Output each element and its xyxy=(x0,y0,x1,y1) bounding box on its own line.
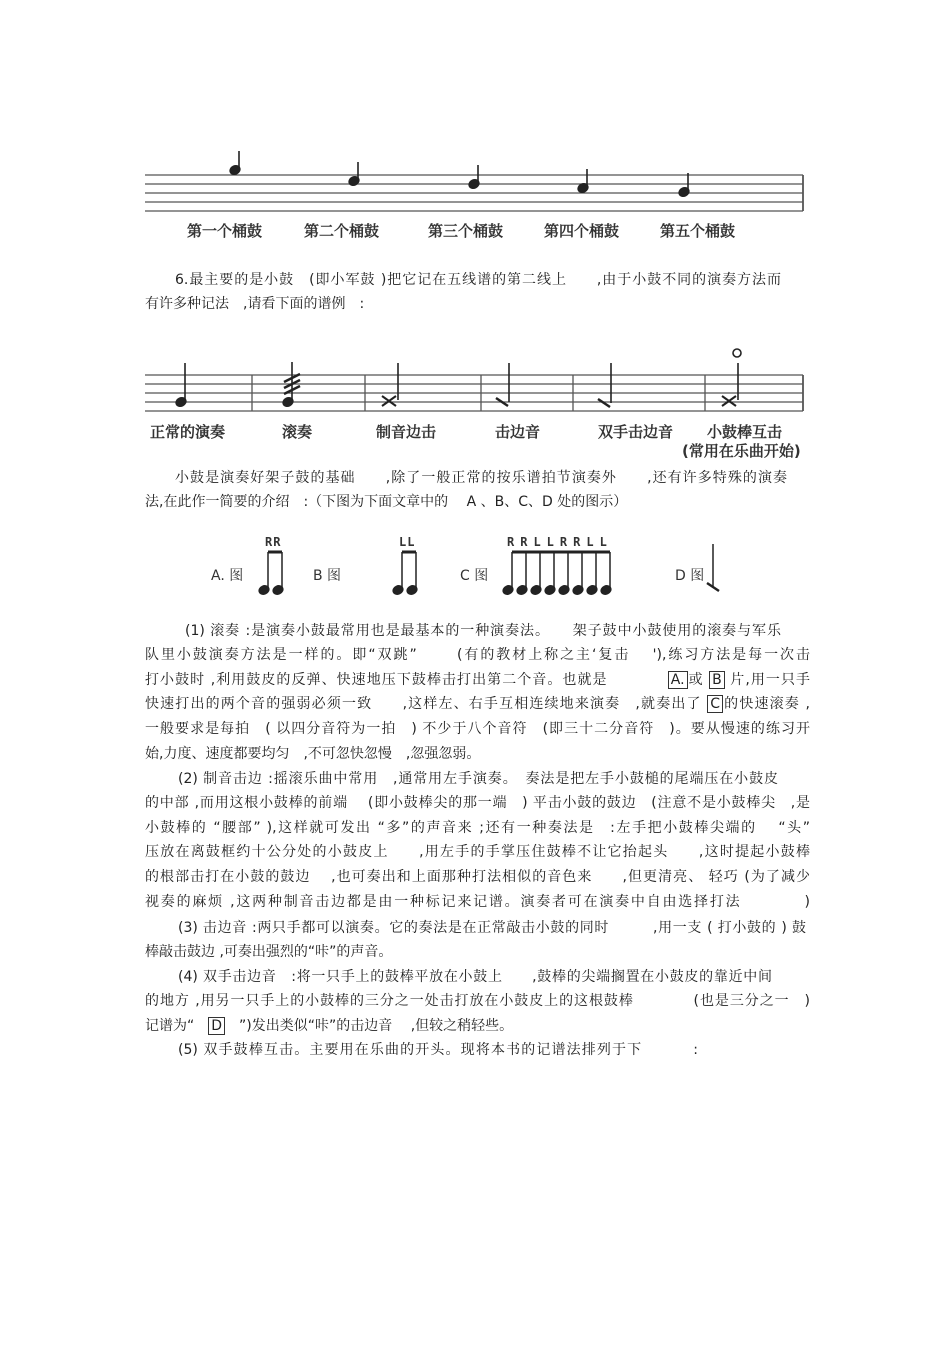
tom-label-4: 第四个桶鼓 xyxy=(544,222,620,240)
sticking-b: LL xyxy=(399,535,416,549)
section-1-body xyxy=(145,643,810,767)
technique-label-rim-click: 制音边击 xyxy=(376,423,437,441)
technique-label-normal: 正常的演奏 xyxy=(150,423,226,441)
boxed-marker-a: A. xyxy=(668,671,688,689)
tom-label-2: 第二个桶鼓 xyxy=(304,222,380,240)
text-line: 始,力度、速度都要均匀 ,不可忽快忽慢 ,忽强忽弱。 xyxy=(145,745,481,762)
text-line: 小鼓是演奏好架子鼓的基础 ,除了一般正常的按乐谱拍节演奏外 ,还有许多特殊的演奏 xyxy=(175,470,787,486)
section-2-body xyxy=(145,791,810,915)
text-line: 队里小鼓演奏方法是一样的。即“双跳” (有的教材上称之主‘复击 '),练习方法是每一次击 xyxy=(145,647,810,663)
sticking-a: RR xyxy=(265,535,282,549)
tom-label-5: 第五个桶鼓 xyxy=(660,222,736,240)
text-line: 压放在离鼓框约十公分处的小鼓皮上 ,用左手的手掌压住鼓棒不让它抬起头 ,这时提起小鼓棒 xyxy=(145,844,810,861)
section-4-body xyxy=(145,989,810,1038)
sticking-figure xyxy=(0,0,950,610)
tom-label-1: 第一个桶鼓 xyxy=(187,222,263,240)
section-1-line1 xyxy=(185,619,781,644)
technique-label-stick-click: 小鼓棒互击 xyxy=(707,423,783,441)
text-line: (3) 击边音 :两只手都可以演奏。它的奏法是在正常敲击小鼓的同时 ,用一支 ( 打小鼓的 ) 鼓 xyxy=(178,920,806,936)
text-line: 打小鼓时 ,利用鼓皮的反弹、快速地压下鼓棒击打出第二个音。也就是 A. 或 B 片,用一只手 xyxy=(145,671,810,688)
text-line: 视奏的麻烦 ,这两种制音击边都是由一种标记来记谱。演奏者可在演奏中自由选择打法 ) xyxy=(145,893,810,910)
technique-note: (常用在乐曲开始) xyxy=(682,442,801,460)
text-line: 小鼓棒的 “腰部” ),这样就可发出 “多”的声音来 ;还有一种奏法是 :左手把小鼓棒尖端的 “头” xyxy=(145,819,810,836)
tom-label-3: 第三个桶鼓 xyxy=(428,222,504,240)
text-line: 棒敲击鼓边 ,可奏出强烈的“咔”的声音。 xyxy=(145,944,393,960)
text-line: 的根部击打在小鼓的鼓边 ,也可奏出和上面那种打法相似的音色来 ,但更清亮、 轻巧 (为了减少 xyxy=(145,869,810,886)
text-line: 有许多种记法 ,请看下面的谱例 : xyxy=(145,296,365,312)
boxed-marker-c: C xyxy=(707,695,723,713)
text-line: (4) 双手击边音 :将一只手上的鼓棒平放在小鼓上 ,鼓棒的尖端搁置在小鼓皮的靠近中间 xyxy=(178,969,772,985)
text-line: (1) 滚奏 :是演奏小鼓最常用也是最基本的一种演奏法。 架子鼓中小鼓使用的滚奏与军乐 xyxy=(185,623,781,639)
section-2-line1 xyxy=(178,767,778,792)
text-line: (5) 双手鼓棒互击。主要用在乐曲的开头。现将本书的记谱法排列于下 : xyxy=(178,1042,698,1058)
boxed-marker-b: B xyxy=(709,671,725,689)
section-4-line1 xyxy=(178,965,772,990)
text-line: 6.最主要的是小鼓 (即小军鼓 )把它记在五线谱的第二线上 ,由于小鼓不同的演奏方法而 xyxy=(175,272,781,288)
figure-a-label: A. 图 xyxy=(211,568,244,584)
technique-label-roll: 滚奏 xyxy=(282,423,313,441)
figure-c-label: C 图 xyxy=(460,568,489,584)
text-line: 记谱为“ D ”)发出类似“咔”的击边音 ,但较之稍轻些。 xyxy=(145,1017,514,1034)
boxed-marker-d: D xyxy=(208,1017,225,1035)
sticking-c: RRLLRRLL xyxy=(507,535,613,549)
technique-label-rimshot: 击边音 xyxy=(495,423,541,441)
figure-b-label: B 图 xyxy=(313,568,342,584)
text-line: 一般要求是每拍 ( 以四分音符为一拍 ) 不少于八个音符 (即三十二分音符 )。要从慢速的练习开 xyxy=(145,721,810,738)
section-3-line1 xyxy=(178,916,806,941)
section-5-line1 xyxy=(178,1038,698,1063)
figure-d-label: D 图 xyxy=(675,568,705,584)
technique-label-two-hand-rim: 双手击边音 xyxy=(598,423,674,441)
text-line: 的中部 ,而用这根小鼓棒的前端 (即小鼓棒尖的那一端 ) 平击小鼓的鼓边 (注意不是小鼓棒尖 ,是 xyxy=(145,795,810,811)
text-line: 的地方 ,用另一只手上的小鼓棒的三分之一处击打放在小鼓皮上的这根鼓棒 (也是三分之一 ) xyxy=(145,993,810,1009)
section-3-body xyxy=(145,940,810,965)
text-line: 快速打出的两个音的强弱必须一致 ,这样左、右手互相连续地来演奏 ,就奏出了 C 的快速滚奏 , xyxy=(145,696,810,713)
text-line: 法,在此作一简要的介绍 :（下图为下面文章中的 A 、B、C、D 处的图示） xyxy=(145,494,628,510)
text-line: (2) 制音击边 :摇滚乐曲中常用 ,通常用左手演奏。 奏法是把左手小鼓槌的尾端压在小鼓皮 xyxy=(178,771,778,787)
